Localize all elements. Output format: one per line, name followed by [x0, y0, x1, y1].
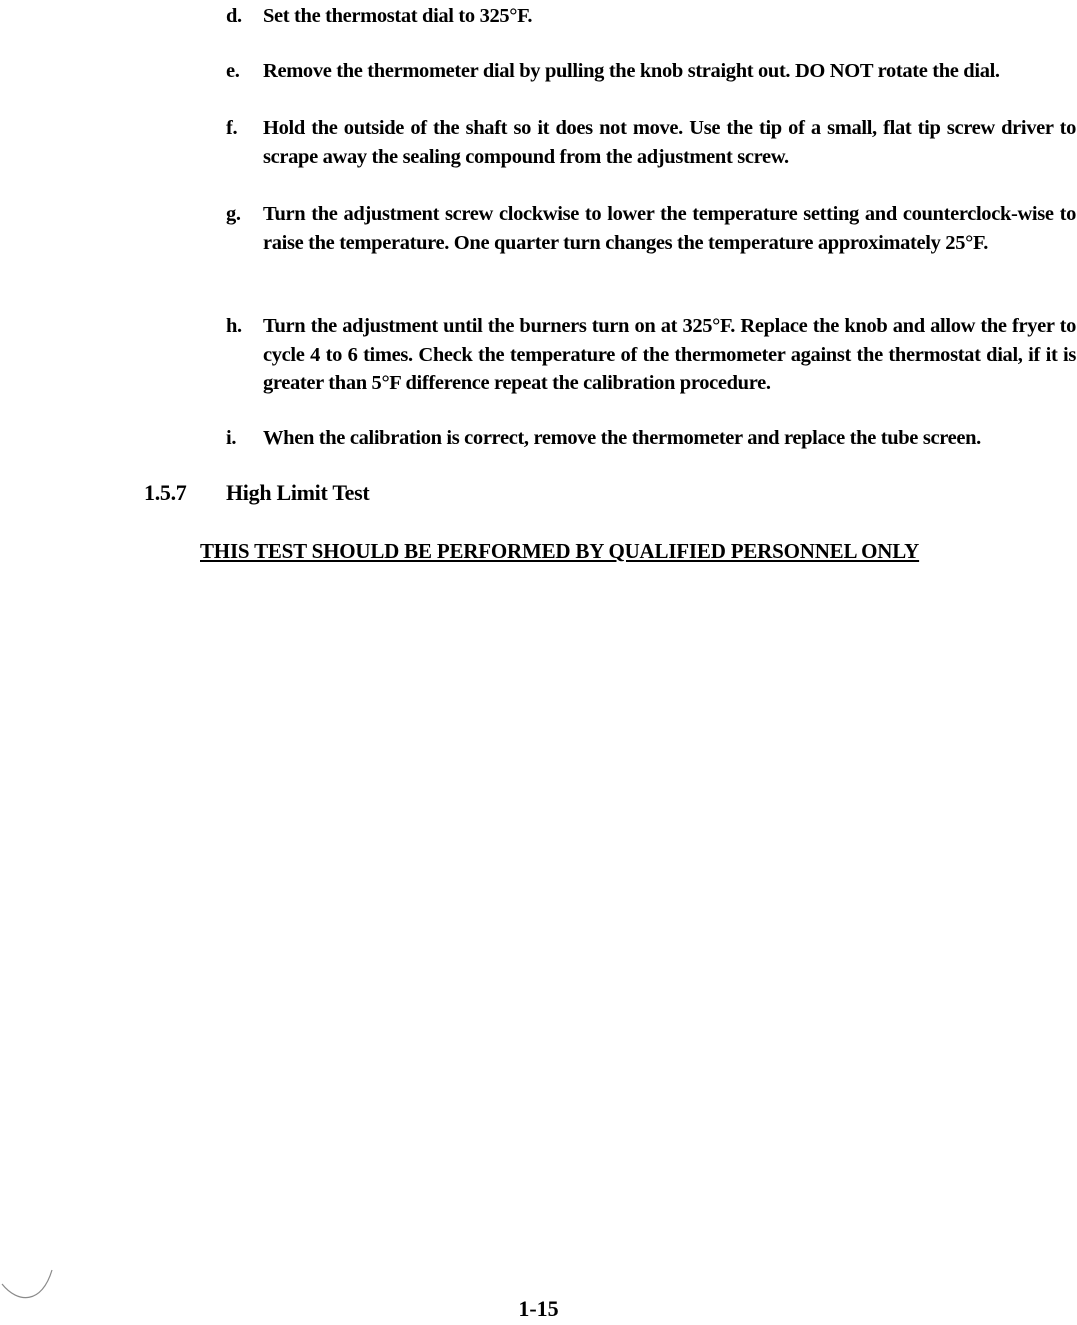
step-text: Set the thermostat dial to 325°F.	[263, 5, 533, 27]
section-title: High Limit Test	[226, 480, 370, 505]
step-text: Turn the adjustment screw clockwise to lower the temperature setting and counterclock-wise to raise the temperature. One quarter turn changes the temperature approximately 25°F.	[263, 203, 1076, 254]
section-number: 1.5.7	[144, 480, 187, 505]
page-number: 1-15	[518, 1296, 559, 1321]
step-e	[226, 57, 1076, 86]
step-letter: g.	[226, 203, 241, 225]
step-g	[226, 200, 1076, 257]
step-text: Turn the adjustment until the burners turn on at 325°F. Replace the knob and allow the fryer to cycle 4 to 6 times. Check the temperature of the thermometer against the thermostat dial, if it is greater than 5°F difference repeat the calibration procedure.	[263, 315, 1076, 394]
step-text: Hold the outside of the shaft so it does not move. Use the tip of a small, flat tip screw driver to scrape away the sealing compound from the adjustment screw.	[263, 117, 1076, 168]
step-letter: f.	[226, 117, 238, 139]
step-text: Remove the thermometer dial by pulling the knob straight out. DO NOT rotate the dial.	[263, 60, 1000, 82]
qualified-personnel-warning: THIS TEST SHOULD BE PERFORMED BY QUALIFIED PERSONNEL ONLY	[200, 539, 920, 563]
step-d	[226, 2, 1076, 31]
step-text: When the calibration is correct, remove the thermometer and replace the tube screen.	[263, 427, 981, 449]
step-h	[226, 312, 1076, 398]
step-i	[226, 424, 1076, 453]
step-f	[226, 114, 1076, 171]
step-letter: h.	[226, 315, 242, 337]
section-heading	[144, 478, 369, 508]
step-letter: d.	[226, 5, 242, 27]
step-letter: i.	[226, 427, 237, 449]
step-letter: e.	[226, 60, 240, 82]
